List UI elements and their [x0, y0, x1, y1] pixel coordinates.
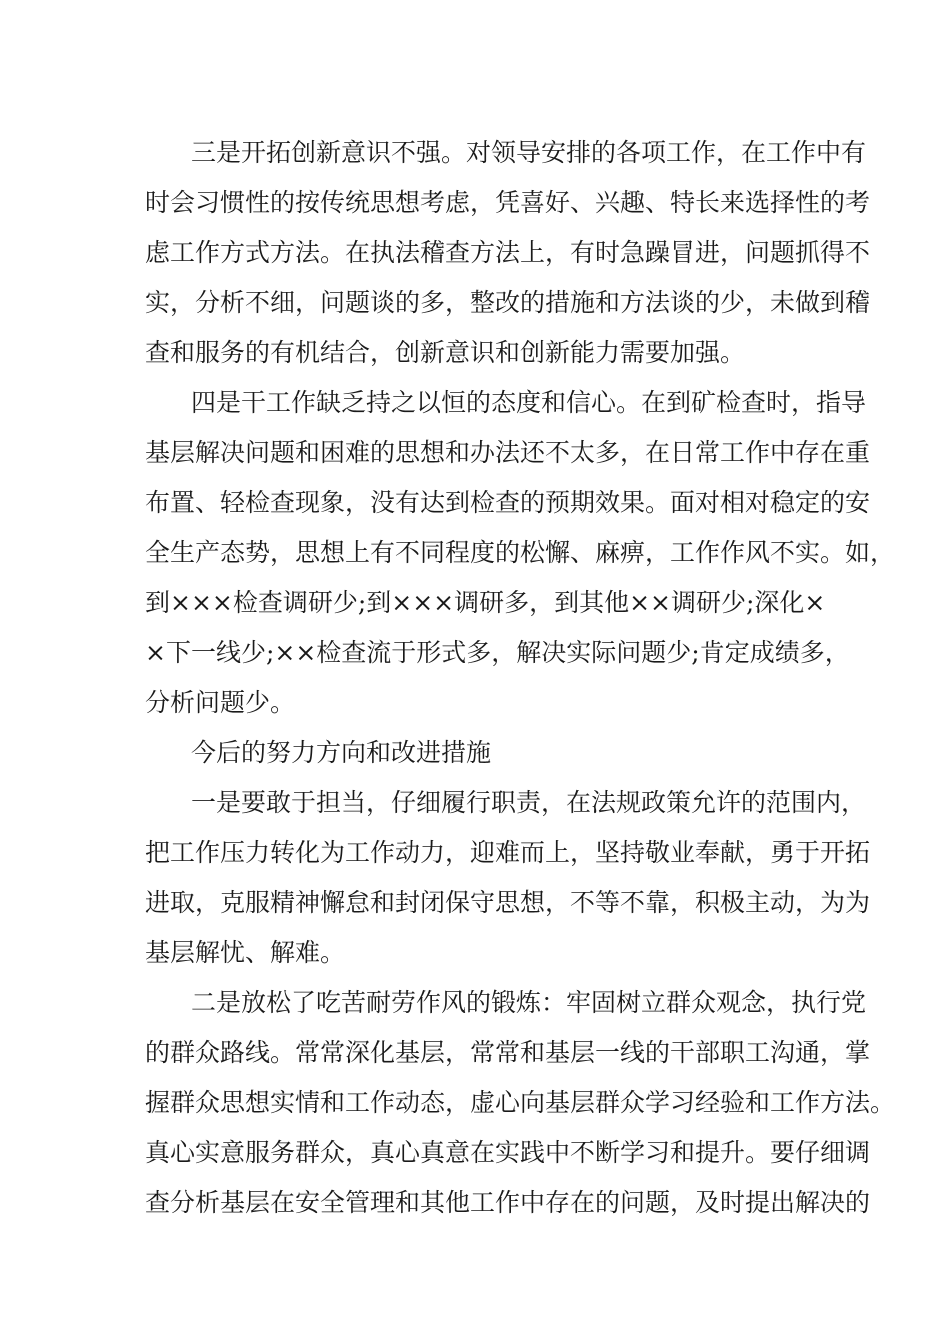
- paragraph-line: 查和服务的有机结合，创新意识和创新能力需要加强。: [145, 338, 746, 367]
- paragraph-line: 二是放松了吃苦耐劳作风的锻炼：牢固树立群众观念，执行党: [191, 988, 867, 1017]
- document-body: [145, 128, 896, 1228]
- section-heading: 今后的努力方向和改进措施: [191, 738, 492, 767]
- paragraph-line: 真心实意服务群众，真心真意在实践中不断学习和提升。要仔细调: [145, 1138, 871, 1167]
- paragraph-line: ×下一线少;××检查流于形式多，解决实际问题少;肯定成绩多，: [145, 638, 850, 667]
- paragraph-line: 把工作压力转化为工作动力，迎难而上，坚持敬业奉献，勇于开拓: [145, 838, 871, 867]
- paragraph-line: 三是开拓创新意识不强。对领导安排的各项工作，在工作中有: [191, 138, 867, 167]
- paragraph-line: 全生产态势，思想上有不同程度的松懈、麻痹，工作作风不实。如，: [145, 538, 896, 567]
- paragraph-line: 握群众思想实情和工作动态，虚心向基层群众学习经验和工作方法。: [145, 1088, 896, 1117]
- paragraph-line: 的群众路线。常常深化基层，常常和基层一线的干部职工沟通，掌: [145, 1038, 871, 1067]
- paragraph-line: 基层解决问题和困难的思想和办法还不太多，在日常工作中存在重: [145, 438, 871, 467]
- paragraph-line: 进取，克服精神懈怠和封闭保守思想，不等不靠，积极主动，为为: [145, 888, 871, 917]
- paragraph-line: 时会习惯性的按传统思想考虑，凭喜好、兴趣、特长来选择性的考: [145, 188, 871, 217]
- paragraph-line: 分析问题少。: [145, 688, 296, 717]
- paragraph-line: 布置、轻检查现象，没有达到检查的预期效果。面对相对稳定的安: [145, 488, 871, 517]
- paragraph-line: 实，分析不细，问题谈的多，整改的措施和方法谈的少，未做到稽: [145, 288, 871, 317]
- paragraph-line: 一是要敢于担当，仔细履行职责，在法规政策允许的范围内，: [191, 788, 867, 817]
- paragraph-line: 到×××检查调研少;到×××调研多，到其他××调研少;深化×: [145, 588, 826, 617]
- paragraph-line: 基层解忧、解难。: [145, 938, 346, 967]
- paragraph-line: 查分析基层在安全管理和其他工作中存在的问题，及时提出解决的: [145, 1188, 871, 1217]
- paragraph-line: 虑工作方式方法。在执法稽查方法上，有时急躁冒进，问题抓得不: [145, 238, 871, 267]
- paragraph-line: 四是干工作缺乏持之以恒的态度和信心。在到矿检查时，指导: [191, 388, 867, 417]
